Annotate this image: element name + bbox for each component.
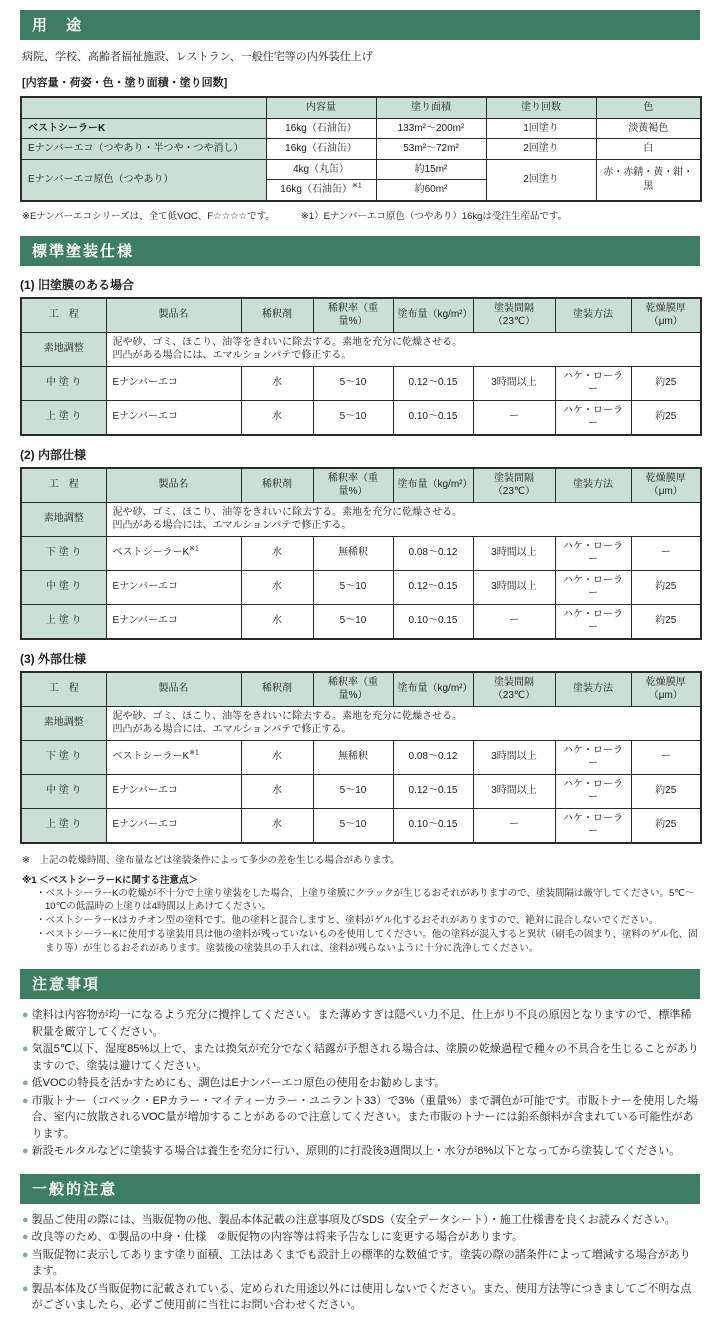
cell-product-name: ベストシーラーK [21,118,266,139]
cell-prep-description [106,502,701,536]
cell-diluent: 水 [241,570,313,604]
cell-product [106,604,241,639]
cell-color: 赤・赤錆・黄・紺・黒 [596,159,701,201]
header-coat-amount: 塗布量（kg/m²） [393,672,473,707]
footnote-mark: ※1 [351,182,362,190]
cell-method: ハケ・ローラー [555,604,631,639]
header-interval: 塗装間隔（23℃） [473,672,555,707]
spec-row [21,604,701,639]
spec-row [21,808,701,843]
product-table-notes [22,208,700,222]
cell-thickness: ー [631,740,701,774]
cell-thickness: 約25 [631,570,701,604]
general-note-text: 製品本体及び当販促物に記載されている、定められた用途以外には使用しないでください。また、使用方法等につきましてご不明な点がございましたら、必ずご使用前に当社にお問い合わせください。 [31,1282,692,1312]
cell-process: 上 塗 り [21,400,106,435]
cell-diluent: 水 [241,808,313,843]
cell-prep-description [106,332,701,366]
best-sealer-note-item: ・ベストシーラーKの乾燥が不十分で上塗り塗装をした場合、上塗り塗膜にクラックが生じるおそれがありますので、塗装間隔は厳守してください。5℃〜10℃の低温時の上塗りは4時間以上あけてください。 [36,887,695,913]
cell-volume [266,159,376,180]
cell-thickness: 約25 [631,366,701,400]
best-sealer-note-item: ・ベストシーラーKに使用する塗装用具は他の塗料が残っていないものを使用してください。他の塗料が混入すると異状（刷毛の固まり、塗料のゲル化、固まり等）が生じるおそれがあります。塗装後の塗装具の手入れは、塗料が残らないように十分に洗浄してください。 [36,928,698,954]
general-note-item [22,1247,700,1280]
prep-line-2: 凹凸がある場合には、エマルションパテで修正する。 [112,724,352,735]
bullet-icon: ● [22,1094,29,1107]
cell-thickness: 約25 [631,604,701,639]
spec-table-caption-2: (2) 内部仕様 [20,447,87,462]
caution-item [22,1143,700,1160]
header-product: 製品名 [106,672,241,707]
cell-process: 素地調整 [21,502,106,536]
cell-process: 中 塗 り [21,570,106,604]
cell-process: 素地調整 [21,332,106,366]
header-coat-amount: 塗布量（kg/m²） [393,468,473,503]
general-note-item [22,1281,700,1314]
caution-item [22,1075,700,1092]
header-product: 製品名 [106,468,241,503]
bullet-icon: ● [22,1213,29,1226]
bullet-icon: ● [22,1009,29,1022]
product-table-heading: [内容量・荷姿・色・塗り面積・塗り回数] [22,77,228,89]
header-method: 塗装方法 [555,298,631,333]
cell-interval: 3時間以上 [473,570,555,604]
spec-table-old-coating [20,297,702,436]
bullet-icon: ● [22,1043,29,1056]
cell-thickness: 約25 [631,808,701,843]
cell-product [106,400,241,435]
footnote-mark: ※1 [189,545,199,553]
prep-line-2: 凹凸がある場合には、エマルションパテで修正する。 [112,520,352,531]
cell-volume: 16kg（石油缶） [266,139,376,160]
spec-table-caption-1: (1) 旧塗膜のある場合 [20,277,135,292]
cell-ratio: 5〜10 [313,604,393,639]
product-text: Eナンバーエコ [112,615,178,627]
cell-color: 淡黄褐色 [596,118,701,139]
header-color: 色 [596,97,701,118]
header-product: 製品名 [106,298,241,333]
caution-text: 気温5℃以下、湿度85%以上で、または換気が充分でなく結露が予想される場合は、塗膜の乾燥過程で種々の不具合を生じることがありますので、塗装は避けてください。 [31,1043,699,1072]
cell-ratio: 5〜10 [313,366,393,400]
header-interval: 塗装間隔（23℃） [473,298,555,333]
header-diluent: 稀釈剤 [241,298,313,333]
volume-text: 4kg（丸缶） [292,163,350,175]
prep-line-1: 泥や砂、ゴミ、ほこり、油等をきれいに除去する。素地を充分に乾燥させる。 [112,710,463,722]
section-header-cautions: 注意事項 [20,969,700,999]
cell-diluent: 水 [241,536,313,570]
spec-header-row [21,672,701,707]
spec-row [21,366,701,400]
header-film-thickness: 乾燥膜厚（μm） [631,468,701,503]
product-text: ベストシーラーK [112,751,190,763]
header-dilution-ratio: 稀釈率（重量%） [313,468,393,503]
cell-volume: 16kg（石油缶） [266,118,376,139]
cell-diluent: 水 [241,740,313,774]
table-row [21,159,701,180]
cell-interval: 3時間以上 [473,536,555,570]
spec-row [21,570,701,604]
cell-method: ハケ・ローラー [555,366,631,400]
cell-amount: 0.08〜0.12 [393,740,473,774]
cell-product [106,366,241,400]
caution-item [22,1041,700,1074]
general-note-item [22,1229,700,1246]
cell-process: 下 塗 り [21,740,106,774]
header-film-thickness: 乾燥膜厚（μm） [631,298,701,333]
table-row [21,118,701,139]
cell-ratio: 無稀釈 [313,536,393,570]
header-area: 塗り面積 [376,97,486,118]
cell-product-name: Eナンバーエコ（つやあり・半つや・つや消し） [21,139,266,160]
header-empty [21,97,266,118]
cell-amount: 0.08〜0.12 [393,536,473,570]
cell-area: 約15m² [376,159,486,180]
cell-ratio: 5〜10 [313,808,393,843]
cell-diluent: 水 [241,366,313,400]
cell-method: ハケ・ローラー [555,570,631,604]
cell-ratio: 5〜10 [313,400,393,435]
product-table-header-row [21,97,701,118]
caution-text: 市販トナー（コベック・EPカラー・マイティーカラー・ユニラント33）で3%（重量%）まで調色が可能です。市販トナーを使用した場合、室内に放散されるVOC量が増加することがあるので注意してください。また市販のトナーには鉛系顔料が含まれている可能性があります。 [31,1094,699,1140]
spec-row [21,400,701,435]
caution-item [22,1007,700,1040]
cell-diluent: 水 [241,400,313,435]
cell-color: 白 [596,139,701,160]
cell-area: 133m²〜200m² [376,118,486,139]
general-note-text: 製品ご使用の際には、当販促物の他、製品本体記載の注意事項及びSDS（安全データシート）・施工仕様書を良くお読みください。 [31,1213,676,1226]
cell-process: 上 塗 り [21,808,106,843]
header-dilution-ratio: 稀釈率（重量%） [313,298,393,333]
header-volume: 内容量 [266,97,376,118]
cell-interval: ー [473,808,555,843]
cell-product [106,808,241,843]
cell-amount: 0.10〜0.15 [393,400,473,435]
spec-header-row [21,468,701,503]
prep-line-2: 凹凸がある場合には、エマルションパテで修正する。 [112,350,352,361]
spec-table-caption-3: (3) 外部仕様 [20,651,87,666]
spec-header-row [21,298,701,333]
cell-product-name: Eナンバーエコ原色（つやあり） [21,159,266,201]
cell-thickness: 約25 [631,774,701,808]
cell-thickness: 約25 [631,400,701,435]
spec-prep-row [21,706,701,740]
cell-method: ハケ・ローラー [555,536,631,570]
cell-amount: 0.10〜0.15 [393,808,473,843]
best-sealer-note-heading: ※1 ＜ベストシーラーKに関する注意点＞ [22,874,199,886]
cell-interval: 3時間以上 [473,366,555,400]
product-text: Eナンバーエコ [112,581,178,593]
cell-volume [266,180,376,201]
cell-area: 約60m² [376,180,486,201]
cell-diluent: 水 [241,604,313,639]
spec-table-interior [20,467,702,640]
cell-interval: 3時間以上 [473,740,555,774]
cell-process: 中 塗 り [21,366,106,400]
cell-ratio: 無稀釈 [313,740,393,774]
cell-method: ハケ・ローラー [555,740,631,774]
bullet-icon: ● [22,1145,29,1158]
general-note-text: 当販促物に表示してあります塗り面積、工法はあくまでも設計上の標準的な数値です。塗装の際の諸条件によって増減する場合があります。 [31,1248,691,1278]
product-text: Eナンバーエコ [112,411,178,423]
cell-thickness: ー [631,536,701,570]
cell-method: ハケ・ローラー [555,774,631,808]
product-table [20,96,702,202]
section-header-usage: 用 途 [20,10,700,40]
product-text: Eナンバーエコ [112,785,178,797]
cell-ratio: 5〜10 [313,774,393,808]
caution-text: 低VOCの特長を活かすためにも、調色はEナンバーエコ原色の使用をお勧めします。 [31,1077,446,1090]
bullet-icon: ● [22,1231,29,1244]
header-diluent: 稀釈剤 [241,672,313,707]
cell-prep-description [106,706,701,740]
header-method: 塗装方法 [555,468,631,503]
header-process: 工 程 [21,468,106,503]
spec-row [21,774,701,808]
header-film-thickness: 乾燥膜厚（μm） [631,672,701,707]
product-text: ベストシーラーK [112,547,190,559]
cell-diluent: 水 [241,774,313,808]
spec-prep-row [21,332,701,366]
header-dilution-ratio: 稀釈率（重量%） [313,672,393,707]
cell-coats: 2回塗り [486,159,596,201]
caution-item [22,1093,700,1143]
cell-product [106,570,241,604]
general-note-text: 改良等のため、①製品の中身・仕様 ②販促物の内容等は将来予告なしに変更する場合があります。 [31,1231,524,1244]
volume-text: 16kg（石油缶） [280,184,352,195]
header-coats: 塗り回数 [486,97,596,118]
spec-row [21,536,701,570]
note-order-production: ※1）Eナンバーエコ原色（つやあり）16kgは受注生産品です。 [300,210,568,222]
cell-product [106,740,241,774]
cell-ratio: 5〜10 [313,570,393,604]
caution-text: 塗料は内容物が均一になるよう充分に攪拌してください。また薄めすぎは隠ぺい力不足、仕上がり不良の原因となりますので、標準稀釈量を厳守してください。 [31,1009,692,1038]
usage-description: 病院、学校、高齢者福祉施設、レストラン、一般住宅等の内外装仕上げ [22,51,373,63]
product-text: Eナンバーエコ [112,377,178,389]
spec-row [21,740,701,774]
header-process: 工 程 [21,298,106,333]
cell-amount: 0.12〜0.15 [393,570,473,604]
cell-process: 上 塗 り [21,604,106,639]
header-process: 工 程 [21,672,106,707]
spec-table-exterior [20,671,702,844]
section-header-general-notes: 一般的注意 [20,1174,700,1204]
header-method: 塗装方法 [555,672,631,707]
cell-interval: 3時間以上 [473,774,555,808]
cell-interval: ー [473,400,555,435]
product-text: Eナンバーエコ [112,819,178,831]
cell-amount: 0.12〜0.15 [393,774,473,808]
cell-product [106,536,241,570]
prep-line-1: 泥や砂、ゴミ、ほこり、油等をきれいに除去する。素地を充分に乾燥させる。 [112,336,463,348]
cell-coats: 1回塗り [486,118,596,139]
cell-area: 53m²〜72m² [376,139,486,160]
cell-process: 素地調整 [21,706,106,740]
cell-process: 中 塗 り [21,774,106,808]
section-header-standard-spec: 標準塗装仕様 [20,236,700,266]
note-voc: ※Eナンバーエコシリーズは、全て低VOC、F☆☆☆☆です。 [22,210,275,222]
cell-method: ハケ・ローラー [555,808,631,843]
prep-line-1: 泥や砂、ゴミ、ほこり、油等をきれいに除去する。素地を充分に乾燥させる。 [112,506,463,518]
general-note-item [22,1212,700,1229]
spec-prep-row [21,502,701,536]
cell-process: 下 塗 り [21,536,106,570]
bullet-icon: ● [22,1077,29,1090]
caution-text: 新設モルタルなどに塗装する場合は養生を充分に行い、原則的に打設後3週間以上・水分が8%以下となってから塗装してください。 [31,1145,681,1158]
cell-amount: 0.12〜0.15 [393,366,473,400]
cell-coats: 2回塗り [486,139,596,160]
table-row [21,139,701,160]
bullet-icon: ● [22,1282,29,1295]
cell-amount: 0.10〜0.15 [393,604,473,639]
bullet-icon: ● [22,1248,29,1261]
cell-method: ハケ・ローラー [555,400,631,435]
header-interval: 塗装間隔（23℃） [473,468,555,503]
best-sealer-note-item: ・ベストシーラーKはカチオン型の塗料です。他の塗料と混合しますと、塗料がゲル化するおそれがありますので、絶対に混合しないでください。 [36,915,659,927]
cell-product [106,774,241,808]
footnote-mark: ※1 [189,749,199,757]
header-diluent: 稀釈剤 [241,468,313,503]
header-coat-amount: 塗布量（kg/m²） [393,298,473,333]
cell-interval: ー [473,604,555,639]
spec-footnote: ※ 上記の乾燥時間、塗布量などは塗装条件によって多少の差を生じる場合があります。 [22,854,400,866]
